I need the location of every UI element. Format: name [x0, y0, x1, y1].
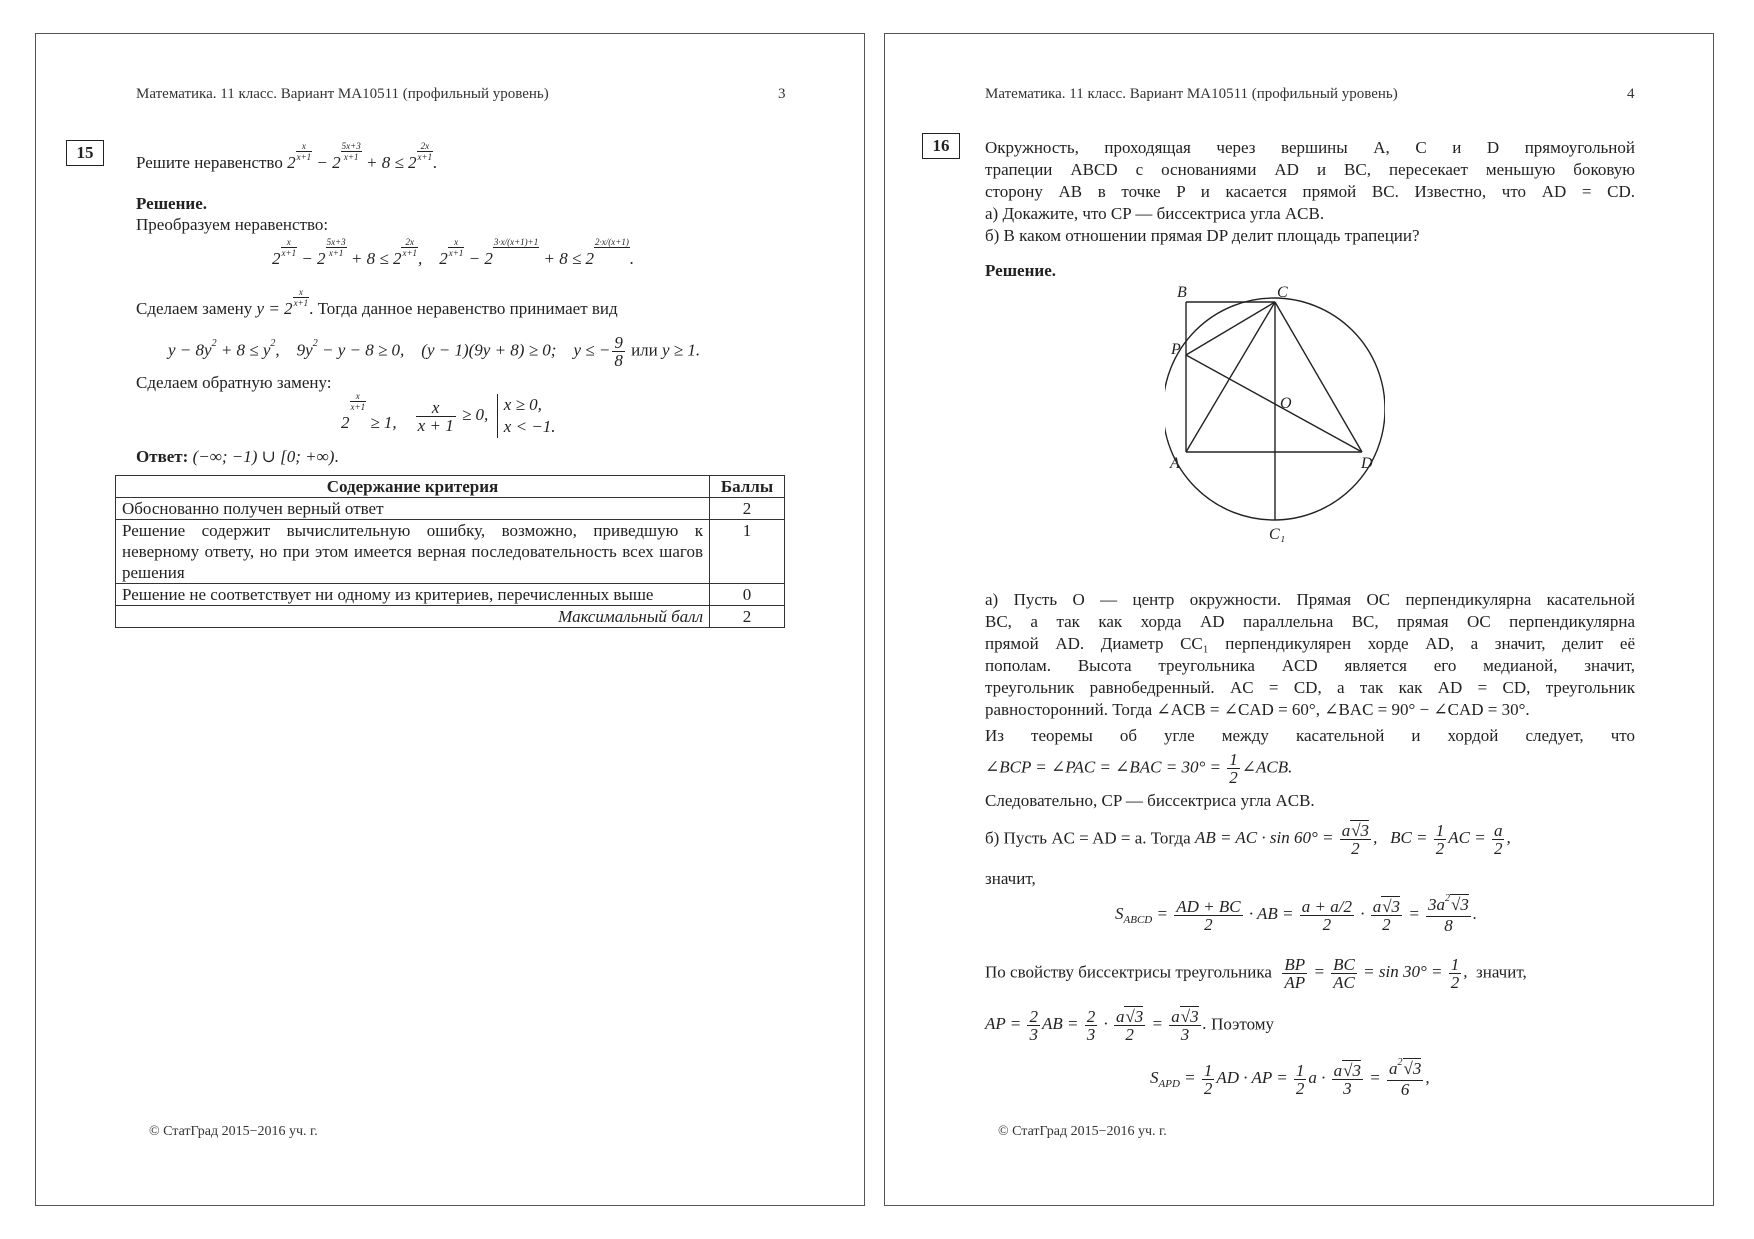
label-b: B [1177, 284, 1187, 301]
solution-line: пополам. Высота треугольника ACD является его медианой, значит, [985, 656, 1635, 675]
part-b-intro: б) Пусть AC = AD = a. Тогда [985, 828, 1191, 848]
task-number: 16 [922, 133, 960, 159]
page-number: 3 [778, 86, 786, 102]
tangent-line: Из теоремы об угле между касательной и хордой следует, что [985, 726, 1635, 745]
table-row [116, 520, 785, 584]
table-row-max [116, 606, 785, 628]
page-header: Математика. 11 класс. Вариант МА10511 (профильный уровень) [136, 86, 549, 102]
solution-line: равносторонний. Тогда ∠ACB = ∠CAD = 60°, ∠BAC = 90° − ∠CAD = 30°. [985, 700, 1530, 719]
table-row [116, 584, 785, 606]
bisector-line: По свойству биссектрисы треугольника $\frac{BP}{AP}$ = $\frac{BC}{AC}$ = sin 30° = $\frac{1}{2}$ , значит, [985, 955, 1527, 992]
criterion-points: 1 [710, 520, 785, 584]
answer-line: Ответ: (−∞; −1) ∪ [0; +∞). [136, 447, 339, 466]
part-b: б) В каком отношении прямая DP делит площадь трапеции? [985, 226, 1420, 245]
segment-pd [1186, 355, 1362, 452]
label-d: D [1361, 455, 1373, 472]
geometry-diagram [1165, 282, 1385, 544]
answer-label: Ответ [136, 447, 183, 466]
page-footer: © СтатГрад 2015−2016 уч. г. [998, 1124, 1167, 1139]
solution-label: Решение. [985, 261, 1056, 280]
page-right [884, 33, 1714, 1206]
bisector-text: По свойству биссектрисы треугольника [985, 962, 1272, 982]
page-header: Математика. 11 класс. Вариант МА10511 (профильный уровень) [985, 86, 1398, 102]
prompt-text: Решите неравенство [136, 153, 283, 172]
znachit-1: значит, [985, 869, 1036, 888]
table-row [116, 498, 785, 520]
task-condition [985, 137, 1635, 247]
label-c: C [1277, 284, 1288, 301]
page-number: 4 [1627, 86, 1635, 102]
step-reverse: Сделаем обратную замену: [136, 373, 332, 392]
col-points-header: Баллы [710, 476, 785, 498]
solution-line: прямой AD. Диаметр CC₁ перпендикулярен хорде AD, а значит, делит её [985, 634, 1635, 653]
criterion-text: Решение содержит вычислительную ошибку, возможно, приведшую к неверному ответу, но при этом имеется верная последовательность всех шагов решения [116, 520, 710, 584]
solution-part-a [985, 589, 1635, 812]
formula-area-trapezoid: $S_{ABCD}$ = $\frac{AD + BC}{2}$ · AB = $\frac{a + a/2}{2}$ · $\frac{a√3}{2}$ = $\frac{3a^2√3}{8}$ . [1115, 893, 1478, 935]
formula-area-apd: $S_{APD}$ = $\frac{1}{2}$ AD · AP = $\frac{1}{2}$ a · $\frac{a√3}{3}$ = $\frac{a^2√3}{6}$ , [1150, 1057, 1430, 1099]
bisector-text-2: значит, [1476, 962, 1527, 982]
criterion-points: 0 [710, 584, 785, 606]
condition-line: Окружность, проходящая через вершины A, C и D прямоугольной [985, 138, 1635, 157]
solution-line: треугольник равнобедренный. AC = CD, а так как AD = CD, треугольник [985, 678, 1635, 697]
substitution-text: Сделаем замену [136, 299, 253, 318]
label-c1: C₁ [1269, 526, 1286, 543]
or-word: или [631, 340, 658, 360]
prompt-inequality: 2 $\frac{x}{x+1}$ − 2 $\frac{5x+3}{x+1}$ + 8 ≤ 2 $\frac{2x}{x+1}$ . [287, 141, 438, 172]
condition-line: сторону AB в точке P и касается прямой BC. Известно, что AD = CD. [985, 182, 1635, 201]
col-content-header: Содержание критерия [116, 476, 710, 498]
page-left [35, 33, 865, 1206]
page-footer: © СтатГрад 2015−2016 уч. г. [149, 1124, 318, 1139]
task-prompt [136, 141, 438, 174]
poetomu: Поэтому [1211, 1014, 1275, 1034]
formula-angle: ∠BCP = ∠PAC = ∠BAC = 30° = $\frac{1}{2}$ ∠ACB. [985, 750, 1293, 787]
formula-transform: 2 $\frac{x}{x+1}$ − 2 $\frac{5x+3}{x+1}$ + 8 ≤ 2 $\frac{2x}{x+1}$ , 2 $\frac{x}{x+1}$ − 2 3·x/(x+1)+1 + 8 ≤ 2 2·x/(x+1) . [272, 237, 635, 268]
criterion-text: Решение не соответствует ни одному из критериев, перечисленных выше [116, 584, 710, 606]
substitution-text-2: Тогда данное неравенство принимает вид [317, 299, 618, 318]
table-header-row [116, 476, 785, 498]
label-p: P [1171, 341, 1181, 358]
max-label: Максимальный балл [116, 606, 710, 628]
solution-line: а) Пусть O — центр окружности. Прямая OC перпендикулярна касательной [985, 590, 1635, 609]
formula-quadratic: $y - 8y^2 + 8 \le y^2$, $9y^2 - y - 8 \ge 0$, (y − 1)(9y + 8) ≥ 0; y ≤ − $\frac{9}{8}$ или y ≥ 1. [168, 333, 701, 370]
label-a: A [1170, 455, 1180, 472]
formula-reverse: 2 $\frac{x}{x+1}$ ≥ 1, $\frac{x}{x + 1}$ ≥ 0, x ≥ 0, x < −1. [341, 391, 556, 436]
task-number: 15 [66, 140, 104, 166]
solution-label: Решение. [136, 194, 207, 213]
segment-cd [1275, 302, 1362, 452]
segment-cp [1186, 302, 1275, 355]
segment-ac [1186, 302, 1275, 452]
solution-line: BC, а так как хорда AD параллельна BC, прямая OC перпендикулярна [985, 612, 1635, 631]
label-o: O [1280, 395, 1292, 412]
conclusion: Следовательно, CP — биссектриса угла ACB. [985, 791, 1315, 810]
criterion-points: 2 [710, 498, 785, 520]
condition-line: трапеции ABCD с основаниями AD и BC, пересекает меньшую боковую [985, 160, 1635, 179]
solution-part-b: б) Пусть AC = AD = a. Тогда AB = AC · sin 60° = $\frac{a√3}{2}$ , BC = $\frac{1}{2}$ AC = $\frac{a}{2}$ , [985, 821, 1511, 858]
part-a: а) Докажите, что CP — биссектриса угла ACB. [985, 204, 1325, 223]
max-points: 2 [710, 606, 785, 628]
criterion-text: Обоснованно получен верный ответ [116, 498, 710, 520]
step-transform: Преобразуем неравенство: [136, 215, 329, 234]
criteria-table [115, 475, 785, 628]
substitution-line: Сделаем замену y = 2 $\frac{x}{x+1}$ . Тогда данное неравенство принимает вид [136, 287, 618, 318]
formula-ap-line: AP = $\frac{2}{3}$ AB = $\frac{2}{3}$ · $\frac{a√3}{2}$ = $\frac{a√3}{3}$ . Поэтому [985, 1007, 1275, 1044]
